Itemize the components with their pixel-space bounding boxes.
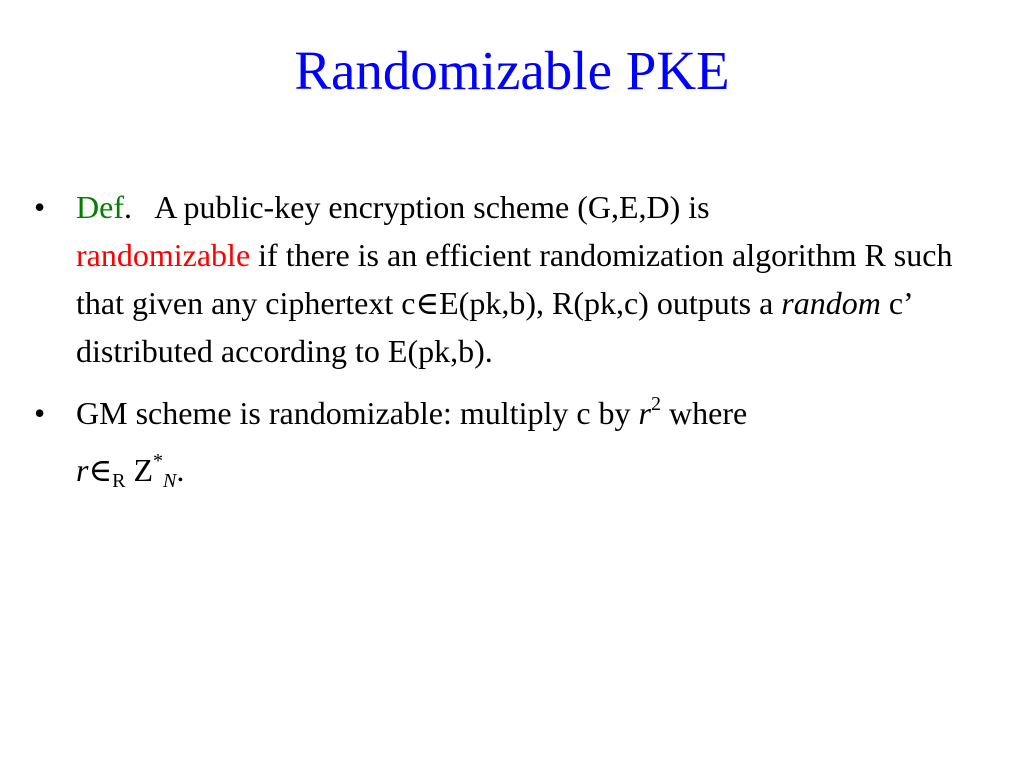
group-z: Z (133, 452, 154, 488)
definition-text-distribution: c’ distributed according to E(pk,b). (76, 285, 912, 369)
gm-period: . (176, 452, 185, 488)
emphasis-random: random (781, 285, 881, 321)
element-of-symbol: ∈ (415, 285, 440, 321)
definition-text-condition: if there is an efficient randomization algorithm R such that given any ciphertext c (76, 237, 953, 321)
group-star: * (153, 450, 164, 472)
slide-title: Randomizable PKE (294, 40, 730, 101)
variable-r-sampled: r (76, 452, 89, 488)
definition-text-output: E(pk,b), R(pk,c) outputs a (439, 285, 782, 321)
exponent-2: 2 (651, 393, 661, 415)
random-subscript: R (112, 470, 126, 492)
definition-keyword: randomizable (76, 237, 251, 273)
bullet-list (34, 183, 964, 508)
definition-text-intro: A public-key encryption scheme (G,E,D) is (154, 189, 710, 225)
gm-text-intro: GM scheme is randomizable: multiply c by (76, 395, 639, 431)
element-of-symbol: ∈ (88, 452, 113, 488)
modulus-subscript-n: N (163, 470, 177, 492)
definition-label: Def (76, 189, 124, 225)
bullet-definition (34, 183, 964, 375)
bullet-gm-scheme (34, 389, 964, 494)
bullet-marker: • (34, 189, 46, 225)
variable-r: r (638, 395, 651, 431)
definition-period: . (123, 189, 132, 225)
gm-text-where: where (661, 395, 748, 431)
bullet-marker: • (34, 395, 46, 431)
